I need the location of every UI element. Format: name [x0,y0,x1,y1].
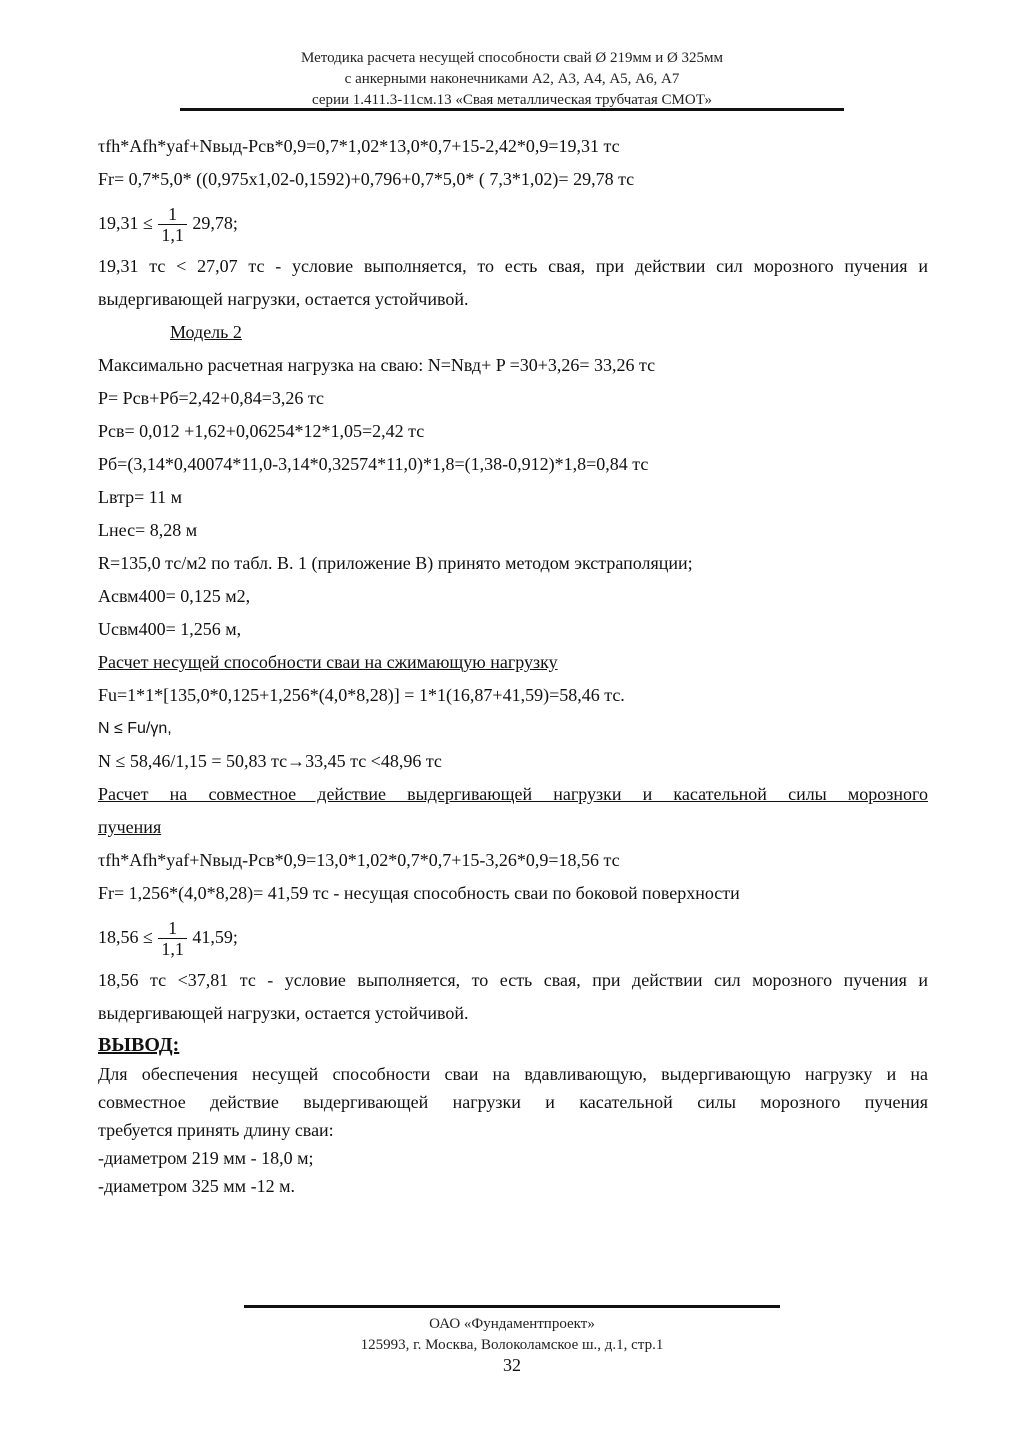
page-header [180,48,844,111]
formula-line: Lнес= 8,28 м [98,520,198,540]
page-footer [244,1314,780,1356]
page-number: 32 [503,1355,521,1375]
fraction [158,918,187,959]
section-heading-continued: пучения [98,817,162,837]
footer-company: ОАО «Фундаментпроект» [429,1316,595,1332]
footer-divider [244,1305,780,1308]
inequality-lhs: 19,31 ≤ [98,213,153,233]
formula-line: P= Pсв+Pб=2,42+0,84=3,26 тс [98,388,325,408]
conclusion-line: Для обеспечения несущей способности сваи на вдавливающую, выдергивающую нагрузку и на [98,1064,928,1084]
footer-address: 125993, г. Москва, Волоколамское ш., д.1, стр.1 [360,1337,664,1353]
text-line: 18,56 тс <37,81 тс - условие выполняется, то есть свая, при действии сил морозного пучения и [98,970,928,990]
conclusion-list-item: -диаметром 219 мм - 18,0 м; [98,1148,314,1168]
conclusion-block [98,1060,928,1200]
fraction-numerator: 1 [158,918,187,939]
formula-line: N ≤ Fu/γn, [98,720,172,737]
fraction [158,204,187,245]
inequality-rhs: 41,59; [192,927,238,947]
inequality-rhs: 29,78; [192,213,238,233]
section-heading: Модель 2 [170,322,242,342]
fraction-denominator: 1,1 [161,225,184,246]
fraction-denominator: 1,1 [161,939,184,960]
formula-line: Aсвм400= 0,125 м2, [98,586,251,606]
section-heading: Расчет на совместное действие выдергивающей нагрузки и касательной силы морозного [98,784,928,804]
formula-line: Pб=(3,14*0,40074*11,0-3,14*0,32574*11,0)*1,8=(1,38-0,912)*1,8=0,84 тс [98,454,649,474]
text-line: R=135,0 тс/м2 по табл. В. 1 (приложение В) принято методом экстраполяции; [98,553,693,573]
formula-line: Максимально расчетная нагрузка на сваю: N=Nвд+ P =30+3,26= 33,26 тс [98,355,656,375]
header-series-line: серии 1.411.3-11см.13 «Свая металлическая трубчатая СМОТ» [311,92,713,108]
document-body [98,130,928,1200]
formula-line: N ≤ 58,46/1,15 = 50,83 тс→33,45 тс <48,96 тс [98,751,442,771]
conclusion-list-item: -диаметром 325 мм -12 м. [98,1176,295,1196]
header-subtitle-line: с анкерными наконечниками А2, А3, А4, А5, А6, А7 [344,71,680,87]
formula-line: Fu=1*1*[135,0*0,125+1,256*(4,0*8,28)] = 1*1(16,87+41,59)=58,46 тс. [98,685,625,705]
text-line: выдергивающей нагрузки, остается устойчивой. [98,289,469,309]
inequality-line [98,196,928,250]
formula-line: Fr= 1,256*(4,0*8,28)= 41,59 тс - несущая способность сваи по боковой поверхности [98,883,740,903]
section-heading: Расчет несущей способности сваи на сжимающую нагрузку [98,652,558,672]
formula-line: τfh*Afh*yaf+Nвыд-Pсв*0,9=13,0*1,02*0,7*0,7+15-3,26*0,9=18,56 тс [98,850,620,870]
conclusion-line: требуется принять длину сваи: [98,1120,334,1140]
formula-line: Uсвм400= 1,256 м, [98,619,242,639]
formula-line: Fr= 0,7*5,0* ((0,975х1,02-0,1592)+0,796+0,7*5,0* ( 7,3*1,02)= 29,78 тс [98,169,635,189]
text-line: выдергивающей нагрузки, остается устойчивой. [98,1003,469,1023]
inequality-line [98,910,928,964]
conclusion-line: совместное действие выдергивающей нагрузки и касательной силы морозного пучения [98,1092,928,1112]
text-line: 19,31 тс < 27,07 тс - условие выполняется, то есть свая, при действии сил морозного пучения и [98,256,928,276]
inequality-lhs: 18,56 ≤ [98,927,153,947]
formula-line: Pсв= 0,012 +1,62+0,06254*12*1,05=2,42 тс [98,421,425,441]
header-divider [180,108,844,111]
header-title-line: Методика расчета несущей способности свай Ø 219мм и Ø 325мм [300,50,724,66]
formula-line: Lвтр= 11 м [98,487,183,507]
conclusion-title: ВЫВОД: [98,1034,180,1056]
formula-line: τfh*Afh*yaf+Nвыд-Pсв*0,9=0,7*1,02*13,0*0,7+15-2,42*0,9=19,31 тс [98,136,620,156]
fraction-numerator: 1 [158,204,187,225]
